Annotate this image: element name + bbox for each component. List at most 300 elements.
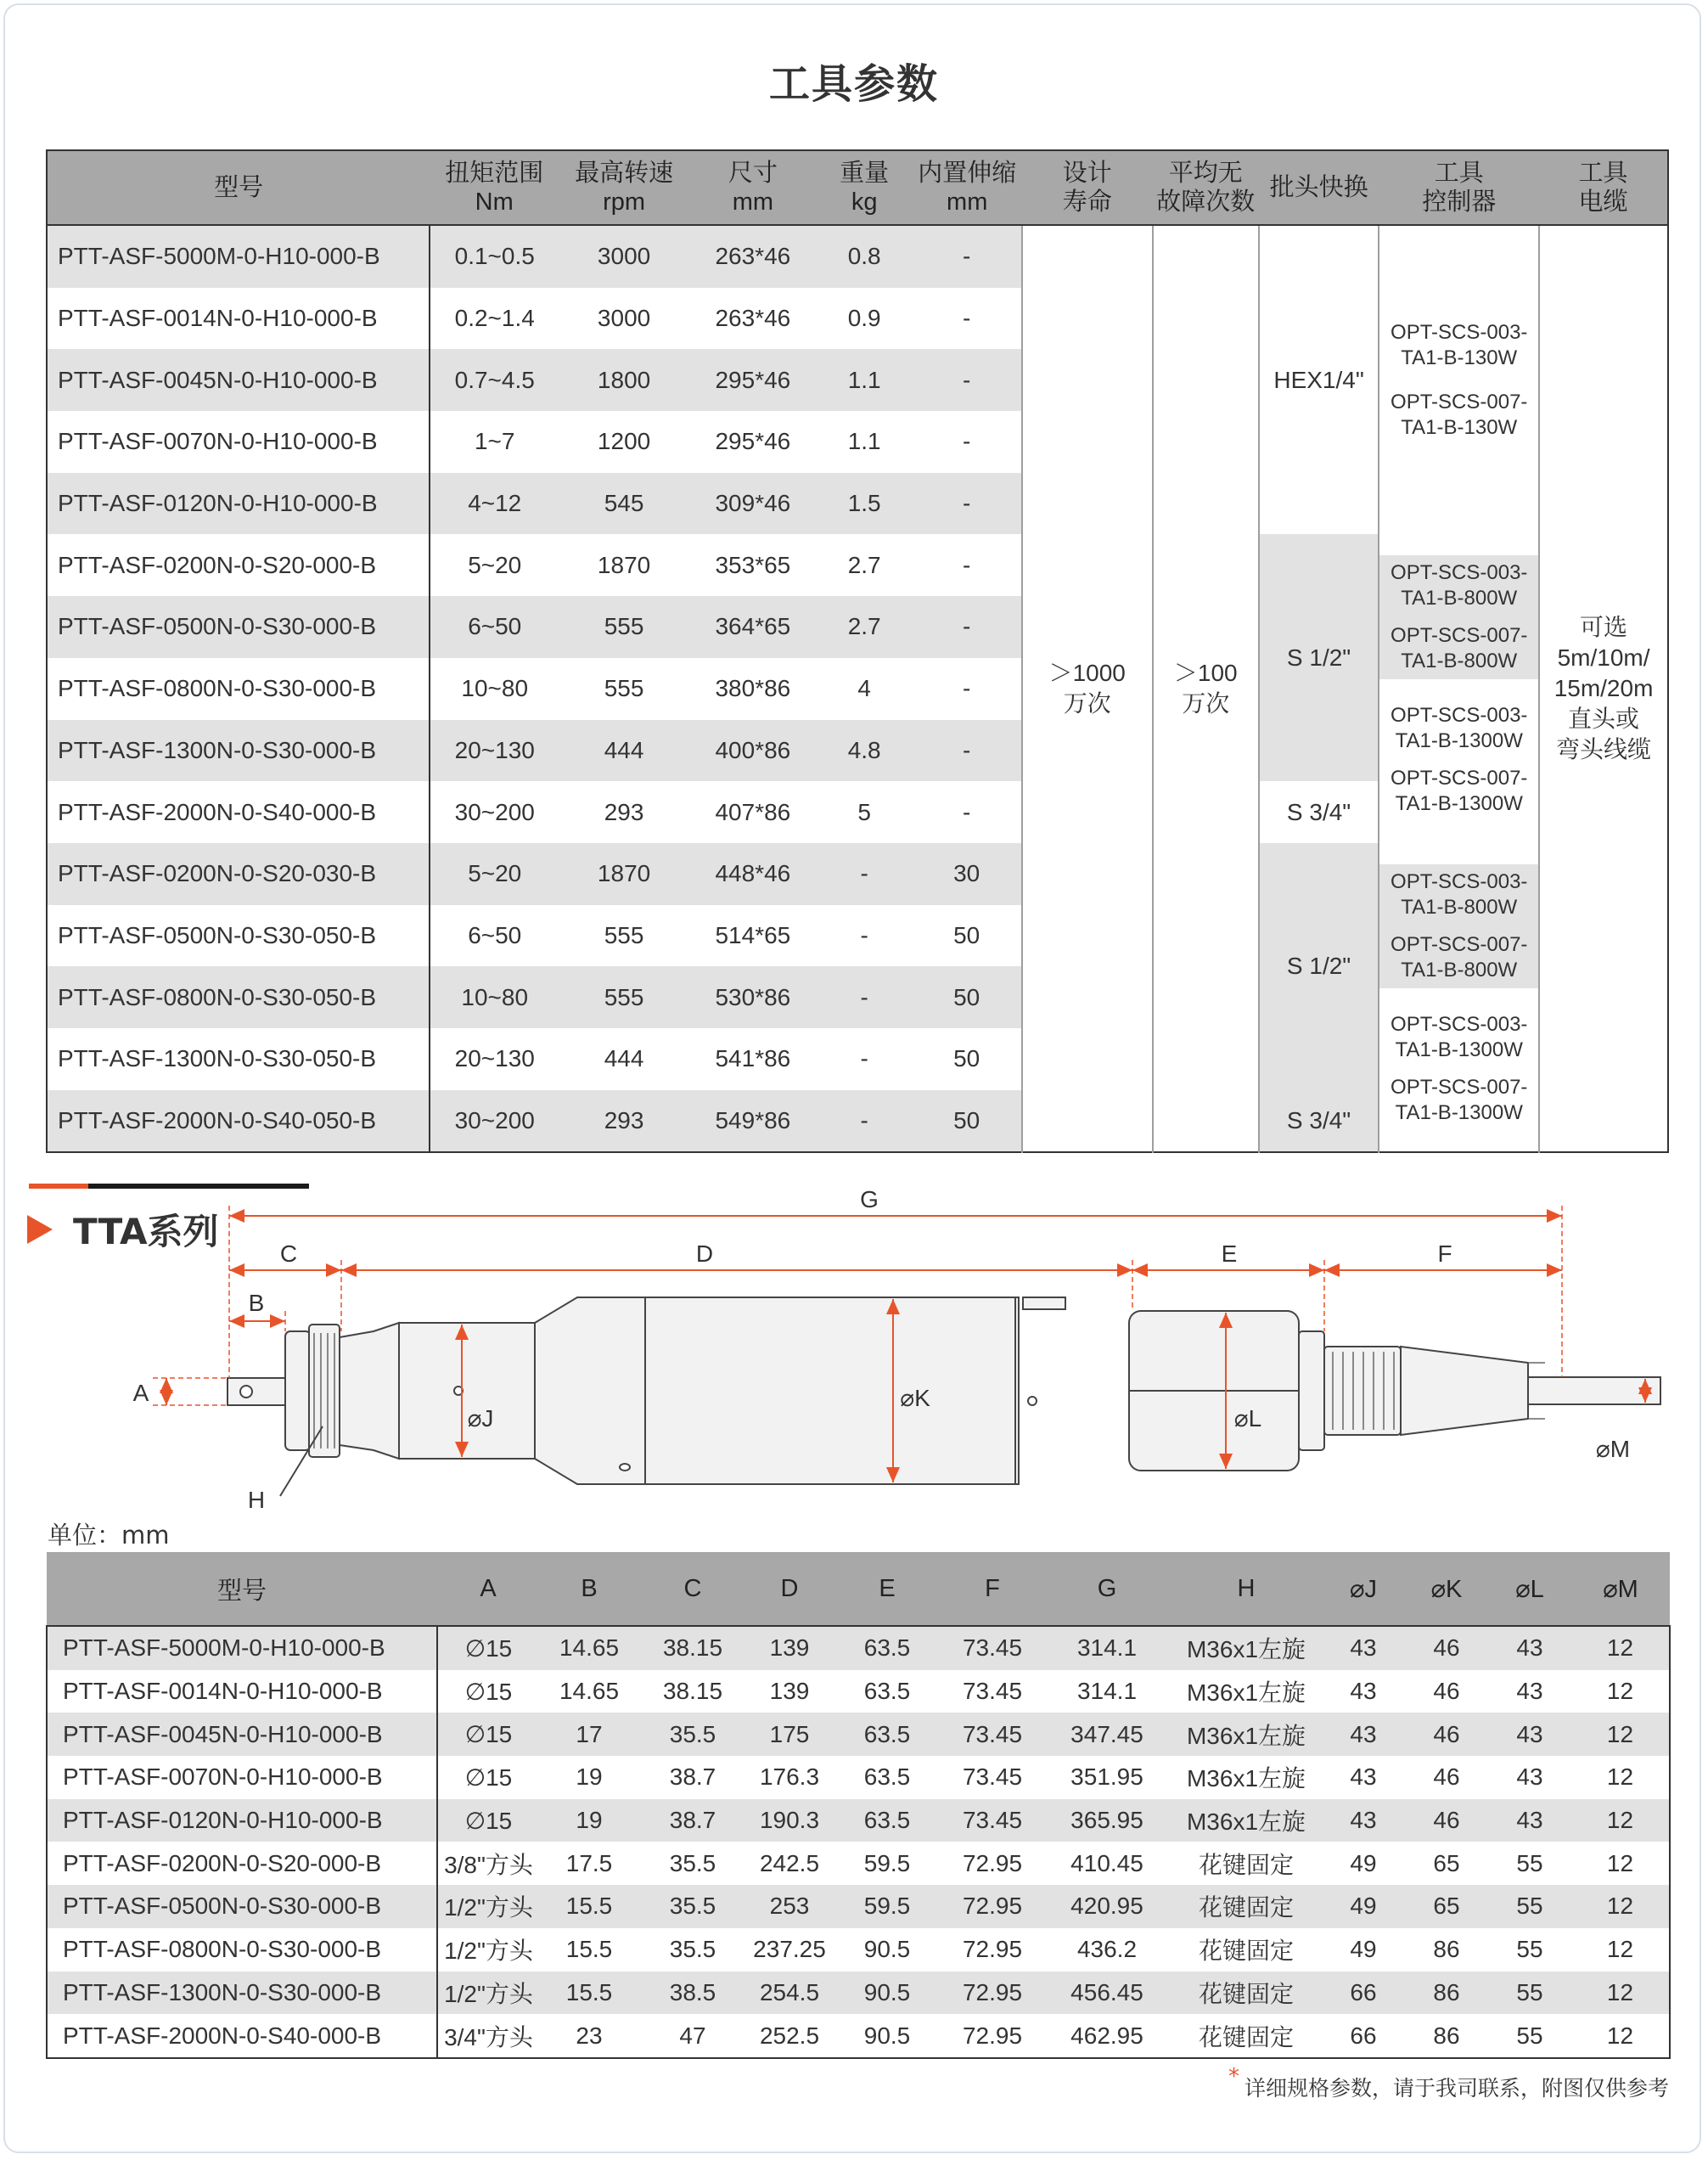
cell-size: 514*65 [715, 921, 791, 948]
col-cable: 工具 电缆 [1539, 150, 1668, 225]
col-header: C [639, 1552, 746, 1626]
cell-torque: 0.2~1.4 [454, 305, 535, 332]
table-cell: 73.45 [941, 1713, 1043, 1756]
table-cell: 59.5 [833, 1885, 941, 1928]
col-header: A [437, 1552, 539, 1626]
label-L: ⌀L [1233, 1405, 1262, 1432]
table-cell: 72.95 [941, 1885, 1043, 1928]
cell-speed: 555 [559, 966, 689, 1028]
cell-life: ＞1000 万次 [1022, 225, 1153, 1152]
table-cell: 12 [1606, 1936, 1634, 1963]
cell-torque: 6~50 [430, 596, 559, 658]
table-cell: 14.65 [539, 1626, 639, 1670]
cell-size: 530*86 [689, 966, 817, 1028]
label-G: G [860, 1186, 879, 1212]
cell-weight: 2.7 [817, 596, 913, 658]
col-mtbf: 平均无 故障次数 [1153, 150, 1259, 225]
cable-boot [1401, 1347, 1528, 1435]
table-cell: 14.65 [559, 1678, 620, 1705]
cell-size: 549*86 [689, 1090, 817, 1153]
table-cell: 15.5 [539, 1885, 639, 1928]
table-cell: 12 [1571, 1799, 1670, 1842]
table-cell: 90.5 [863, 1936, 911, 1963]
table-row [47, 534, 1668, 596]
cell-torque: 30~200 [454, 798, 535, 825]
table-cell: 59.5 [863, 1849, 911, 1876]
cell-weight: - [817, 966, 913, 1028]
table-cell: 254.5 [746, 1972, 833, 2015]
tool-dimension-drawing [0, 1172, 1708, 1528]
cell-bit: S 3/4" [1259, 1090, 1379, 1153]
table-cell: 19 [539, 1799, 639, 1842]
cell-tele: - [913, 473, 1022, 535]
label-K: ⌀K [900, 1385, 930, 1411]
cell-speed: 293 [604, 798, 644, 825]
cell-weight: - [817, 1090, 913, 1153]
table-cell: 252.5 [759, 2022, 820, 2049]
label-A: A [132, 1380, 149, 1406]
cell-speed: 444 [604, 1045, 644, 1072]
cell-tele: - [963, 305, 971, 332]
table-cell: M36x1左旋 [1171, 1626, 1322, 1670]
cell-weight: - [817, 843, 913, 905]
table-cell: ∅15 [437, 1713, 539, 1756]
table-cell: PTT-ASF-1300N-0-S30-000-B [47, 1972, 437, 2015]
table-row [47, 225, 1668, 288]
table-cell: 347.45 [1043, 1713, 1171, 1756]
page-title: 工具参数 [768, 60, 939, 108]
table-cell: 17.5 [565, 1849, 613, 1876]
table-cell: 43 [1488, 1799, 1571, 1842]
table-cell: 139 [746, 1626, 833, 1670]
table-cell: 1/2"方头 [437, 1972, 539, 2015]
col-telescopic: 内置伸缩 mm [913, 150, 1022, 225]
table-cell: 46 [1433, 1763, 1460, 1791]
col-size: 尺寸 mm [689, 150, 817, 225]
table-cell: 17 [539, 1713, 639, 1756]
cell-weight: 1.5 [817, 473, 913, 535]
table-cell: 55 [1488, 1972, 1571, 2015]
table-cell: 1/2"方头 [444, 1938, 533, 1965]
table-row [47, 1972, 1670, 2015]
table-cell: 73.45 [962, 1678, 1023, 1705]
table-cell: 43 [1516, 1763, 1543, 1791]
unit-label: 单位：mm [48, 1521, 170, 1550]
cell-speed: 444 [559, 720, 689, 782]
table-cell: 73.45 [941, 1799, 1043, 1842]
cell-speed: 1800 [559, 349, 689, 411]
cell-bit: S 1/2" [1259, 534, 1379, 781]
col-header: ⌀J [1322, 1552, 1405, 1626]
label-D: D [695, 1240, 714, 1267]
cell-weight: - [860, 921, 868, 948]
table-cell: 73.45 [962, 1763, 1023, 1791]
cell-model: PTT-ASF-0500N-0-S30-050-B [47, 905, 430, 967]
table-cell: 237.25 [753, 1936, 826, 1963]
table-cell: 12 [1571, 1885, 1670, 1928]
cell-size: 380*86 [715, 675, 791, 702]
table-cell: 73.45 [941, 1626, 1043, 1670]
table-cell: 63.5 [833, 1799, 941, 1842]
col-bit: 批头快换 [1259, 150, 1379, 225]
table-cell: 46 [1433, 1678, 1460, 1705]
cell-tele: - [963, 675, 971, 702]
table-cell: ∅15 [464, 1763, 513, 1791]
table-cell: 242.5 [759, 1849, 820, 1876]
table-cell: 86 [1433, 2022, 1460, 2049]
table-cell: 15.5 [565, 1936, 613, 1963]
table-cell: 420.95 [1043, 1885, 1171, 1928]
cell-speed: 1870 [559, 843, 689, 905]
cell-model: PTT-ASF-1300N-0-S30-050-B [47, 1028, 430, 1090]
cell-model: PTT-ASF-0800N-0-S30-050-B [47, 966, 430, 1028]
table-cell: 47 [679, 2022, 706, 2049]
table-cell: M36x1左旋 [1186, 1679, 1306, 1707]
table-cell: 175 [746, 1713, 833, 1756]
table-cell: 314.1 [1043, 1626, 1171, 1670]
cell-bit: S 3/4" [1259, 781, 1379, 843]
table-row [47, 1928, 1670, 1972]
cell-tele: 50 [913, 966, 1022, 1028]
table-cell: 19 [576, 1763, 603, 1791]
neck [340, 1323, 399, 1459]
table-header-row [47, 1552, 1670, 1626]
cell-weight: 2.7 [847, 551, 881, 578]
cell-size: 400*86 [689, 720, 817, 782]
table-cell: 46 [1405, 1799, 1488, 1842]
cell-torque: 20~130 [430, 720, 559, 782]
footnote-star: * [1228, 2064, 1239, 2090]
footnote-text: 详细规格参数，请于我司联系，附图仅供参考 [1244, 2076, 1669, 2101]
table-cell: 314.1 [1076, 1678, 1138, 1705]
col-header: D [746, 1552, 833, 1626]
cell-model: PTT-ASF-2000N-0-S40-000-B [47, 781, 430, 843]
table-cell: 46 [1405, 1713, 1488, 1756]
table-cell: 253 [746, 1885, 833, 1928]
table-cell: 43 [1488, 1713, 1571, 1756]
table-cell: PTT-ASF-0200N-0-S20-000-B [47, 1842, 437, 1885]
table-cell: 65 [1405, 1885, 1488, 1928]
table-cell: 49 [1350, 1936, 1377, 1963]
table-cell: 3/8"方头 [444, 1851, 533, 1878]
nut [285, 1331, 311, 1450]
table-cell: 花键固定 [1198, 1851, 1294, 1878]
table-cell: 3/4"方头 [444, 2023, 533, 2050]
col-header: ⌀M [1571, 1552, 1670, 1626]
cell-weight: 5 [857, 798, 871, 825]
table-cell: 23 [576, 2022, 603, 2049]
table-cell: 43 [1322, 1713, 1405, 1756]
table-row [47, 1626, 1670, 1670]
table-cell: 176.3 [759, 1763, 820, 1791]
cell-tele: 50 [953, 921, 980, 948]
col-model: 型号 [47, 150, 430, 225]
section-title: TTA系列 [73, 1211, 219, 1252]
table-cell: 花键固定 [1198, 2023, 1294, 2050]
col-header: 型号 [47, 1552, 437, 1626]
table-row [47, 1756, 1670, 1799]
table-cell: 72.95 [941, 1972, 1043, 2015]
table-cell: M36x1左旋 [1171, 1799, 1322, 1842]
table-cell: 35.5 [639, 1885, 746, 1928]
cell-tele: - [913, 225, 1022, 288]
table-cell: 63.5 [863, 1678, 911, 1705]
table-cell: 38.15 [662, 1678, 723, 1705]
col-weight: 重量 kg [817, 150, 913, 225]
cell-torque: 4~12 [430, 473, 559, 535]
cell-weight: 4 [857, 675, 871, 702]
cell-size: 364*65 [689, 596, 817, 658]
table-cell: 35.5 [639, 1713, 746, 1756]
col-torque: 扭矩范围 Nm [430, 150, 559, 225]
cell-speed: 1870 [597, 551, 651, 578]
col-header: B [539, 1552, 639, 1626]
table-row [47, 2014, 1670, 2058]
cell-model: PTT-ASF-0014N-0-H10-000-B [47, 288, 430, 350]
table-cell: 55 [1488, 1885, 1571, 1928]
table-cell: 351.95 [1070, 1763, 1143, 1791]
cell-size: 263*46 [715, 305, 791, 332]
table-cell: 63.5 [833, 1626, 941, 1670]
table-cell: 12 [1606, 2022, 1634, 2049]
table-cell: 1/2"方头 [437, 1885, 539, 1928]
cell-tele: 50 [953, 1045, 980, 1072]
col-speed: 最高转速 rpm [559, 150, 689, 225]
cell-size: 263*46 [689, 225, 817, 288]
cell-size: 407*86 [715, 798, 791, 825]
table-header-row [47, 150, 1668, 225]
table-cell: ∅15 [437, 1799, 539, 1842]
cell-tele: - [963, 798, 971, 825]
table-cell: 12 [1606, 1678, 1634, 1705]
body-main [535, 1297, 1019, 1484]
cell-tele: - [913, 720, 1022, 782]
table-cell: 456.45 [1043, 1972, 1171, 2015]
cell-model: PTT-ASF-2000N-0-S40-050-B [47, 1090, 430, 1153]
cell-weight: 1.1 [847, 428, 881, 455]
cable [1528, 1377, 1660, 1404]
cell-speed: 1200 [597, 428, 651, 455]
cell-torque: 30~200 [430, 1090, 559, 1153]
cell-controller: OPT-SCS-003- TA1-B-130W OPT-SCS-007- TA1-B-130W [1379, 225, 1539, 534]
table-row [47, 1713, 1670, 1756]
cell-tele: 50 [913, 1090, 1022, 1153]
cell-torque: 0.7~4.5 [430, 349, 559, 411]
square-drive [228, 1378, 287, 1405]
table-cell: 38.7 [639, 1799, 746, 1842]
col-header: E [833, 1552, 941, 1626]
table-cell: 86 [1433, 1936, 1460, 1963]
cell-tele: - [913, 596, 1022, 658]
table-cell: 38.5 [639, 1972, 746, 2015]
table-cell: 139 [769, 1678, 810, 1705]
cell-bit: HEX1/4" [1259, 225, 1379, 534]
cell-torque: 20~130 [454, 1045, 535, 1072]
col-life: 设计 寿命 [1022, 150, 1153, 225]
cell-weight: 0.9 [847, 305, 881, 332]
table-cell: 90.5 [833, 1972, 941, 2015]
table-cell: 35.5 [669, 1849, 716, 1876]
cell-size: 353*65 [715, 551, 791, 578]
cell-speed: 3000 [559, 225, 689, 288]
cell-speed: 555 [559, 596, 689, 658]
cell-tele: 30 [913, 843, 1022, 905]
table-cell: 72.95 [962, 1936, 1023, 1963]
cell-torque: 6~50 [468, 921, 522, 948]
cell-controller: OPT-SCS-003- TA1-B-800W OPT-SCS-007- TA1-B-800W OPT-SCS-003- TA1-B-1300W OPT-SCS-007- TA1-B-1300W [1379, 843, 1539, 1152]
table-cell: 86 [1405, 1972, 1488, 2015]
cell-mtbf: ＞100 万次 [1153, 225, 1259, 1152]
table-cell: 63.5 [833, 1713, 941, 1756]
table-cell: PTT-ASF-2000N-0-S40-000-B [47, 2014, 437, 2058]
table-cell: 46 [1405, 1626, 1488, 1670]
table-row [47, 1885, 1670, 1928]
cell-weight: - [860, 1045, 868, 1072]
table-cell: PTT-ASF-0070N-0-H10-000-B [47, 1756, 437, 1799]
label-M: ⌀M [1595, 1436, 1631, 1462]
cell-speed: 555 [604, 921, 644, 948]
table-cell: 63.5 [863, 1763, 911, 1791]
body-front [399, 1323, 535, 1459]
cell-size: 448*46 [689, 843, 817, 905]
cell-tele: - [963, 428, 971, 455]
table-cell: 花键固定 [1171, 1885, 1322, 1928]
table-cell: 55 [1516, 1936, 1543, 1963]
cell-tele: - [913, 349, 1022, 411]
table-cell: 35.5 [669, 1936, 716, 1963]
cell-model: PTT-ASF-0070N-0-H10-000-B [47, 411, 430, 473]
table-cell: 38.7 [669, 1763, 716, 1791]
table-cell: 66 [1350, 2022, 1377, 2049]
table-cell: 12 [1606, 1763, 1634, 1791]
cell-cable: 可选 5m/10m/ 15m/20m 直头或 弯头线缆 [1539, 225, 1668, 1152]
table-row [47, 843, 1668, 905]
cell-speed: 3000 [597, 305, 651, 332]
table-cell: 65 [1433, 1849, 1460, 1876]
cell-weight: 0.8 [817, 225, 913, 288]
table-cell: 花键固定 [1198, 1938, 1294, 1965]
cell-model: PTT-ASF-5000M-0-H10-000-B [47, 225, 430, 288]
table-cell: 365.95 [1043, 1799, 1171, 1842]
table-cell: 462.95 [1070, 2022, 1143, 2049]
cell-model: PTT-ASF-0200N-0-S20-000-B [47, 534, 430, 596]
cell-speed: 545 [559, 473, 689, 535]
knurled-ring [1324, 1347, 1401, 1435]
table-cell: 43 [1350, 1763, 1377, 1791]
table-cell: 43 [1488, 1626, 1571, 1670]
table-cell: 55 [1516, 1849, 1543, 1876]
table-cell: 43 [1350, 1678, 1377, 1705]
cell-torque: 1~7 [474, 428, 515, 455]
cell-model: PTT-ASF-1300N-0-S30-000-B [47, 720, 430, 782]
cell-size: 295*46 [715, 428, 791, 455]
cell-model: PTT-ASF-0800N-0-S30-000-B [47, 658, 430, 720]
table-row [47, 1670, 1670, 1713]
cell-torque: 10~80 [461, 675, 529, 702]
table-cell: ∅15 [437, 1626, 539, 1670]
table-cell: 12 [1606, 1849, 1634, 1876]
label-B: B [248, 1290, 265, 1316]
table-cell: ∅15 [464, 1678, 513, 1705]
label-E: E [1221, 1240, 1238, 1267]
table-cell: 15.5 [539, 1972, 639, 2015]
table-cell: 43 [1322, 1626, 1405, 1670]
table-cell: PTT-ASF-5000M-0-H10-000-B [47, 1626, 437, 1670]
table-cell: 66 [1322, 1972, 1405, 2015]
table-cell: 花键固定 [1171, 1972, 1322, 2015]
cell-size: 295*46 [689, 349, 817, 411]
table-cell: 72.95 [962, 1849, 1023, 1876]
table-cell: M36x1左旋 [1171, 1713, 1322, 1756]
table-cell: 43 [1516, 1678, 1543, 1705]
dimension-table [46, 1552, 1671, 2059]
body-tab [1023, 1297, 1065, 1309]
cell-model: PTT-ASF-0045N-0-H10-000-B [47, 349, 430, 411]
table-cell: 49 [1322, 1885, 1405, 1928]
table-cell: 49 [1350, 1849, 1377, 1876]
label-J: ⌀J [467, 1405, 494, 1432]
col-header: F [941, 1552, 1043, 1626]
table-cell: 12 [1571, 1972, 1670, 2015]
col-controller: 工具 控制器 [1379, 150, 1539, 225]
rear-nut [1299, 1331, 1324, 1450]
table-cell: PTT-ASF-0500N-0-S30-000-B [47, 1885, 437, 1928]
cell-bit: S 1/2" [1259, 843, 1379, 1090]
table-cell: PTT-ASF-0120N-0-H10-000-B [47, 1799, 437, 1842]
cell-torque: 5~20 [468, 551, 522, 578]
cell-model: PTT-ASF-0200N-0-S20-030-B [47, 843, 430, 905]
cell-speed: 555 [604, 675, 644, 702]
cell-torque: 10~80 [430, 966, 559, 1028]
table-cell: 43 [1322, 1799, 1405, 1842]
col-header: H [1171, 1552, 1322, 1626]
footnote [1228, 2064, 1669, 2102]
cell-torque: 0.1~0.5 [430, 225, 559, 288]
cell-size: 541*86 [715, 1045, 791, 1072]
label-F: F [1437, 1240, 1452, 1267]
cell-weight: 1.1 [817, 349, 913, 411]
table-cell: 12 [1571, 1713, 1670, 1756]
cell-torque: 5~20 [430, 843, 559, 905]
cell-model: PTT-ASF-0500N-0-S30-000-B [47, 596, 430, 658]
cell-tele: - [963, 551, 971, 578]
col-header: ⌀L [1488, 1552, 1571, 1626]
cell-speed: 293 [559, 1090, 689, 1153]
table-cell: 12 [1571, 1626, 1670, 1670]
table-cell: 410.45 [1070, 1849, 1143, 1876]
table-cell: 90.5 [863, 2022, 911, 2049]
tool-parameters-table [46, 149, 1669, 1153]
label-H: H [247, 1487, 266, 1513]
cell-size: 309*46 [689, 473, 817, 535]
table-cell: 190.3 [746, 1799, 833, 1842]
table-cell: 38.15 [639, 1626, 746, 1670]
table-row [47, 1799, 1670, 1842]
cell-controller: OPT-SCS-003- TA1-B-800W OPT-SCS-007- TA1-B-800W OPT-SCS-003- TA1-B-1300W OPT-SCS-007- TA1-B-1300W [1379, 534, 1539, 842]
table-cell: PTT-ASF-0045N-0-H10-000-B [47, 1713, 437, 1756]
table-row [47, 1842, 1670, 1885]
table-cell: PTT-ASF-0800N-0-S30-000-B [47, 1928, 437, 1972]
label-C: C [279, 1240, 298, 1267]
table-cell: 55 [1516, 2022, 1543, 2049]
table-cell: PTT-ASF-0014N-0-H10-000-B [47, 1670, 437, 1713]
col-header: G [1043, 1552, 1171, 1626]
col-header: ⌀K [1405, 1552, 1488, 1626]
cell-model: PTT-ASF-0120N-0-H10-000-B [47, 473, 430, 535]
cell-weight: 4.8 [817, 720, 913, 782]
table-cell: M36x1左旋 [1186, 1765, 1306, 1792]
table-cell: 72.95 [962, 2022, 1023, 2049]
